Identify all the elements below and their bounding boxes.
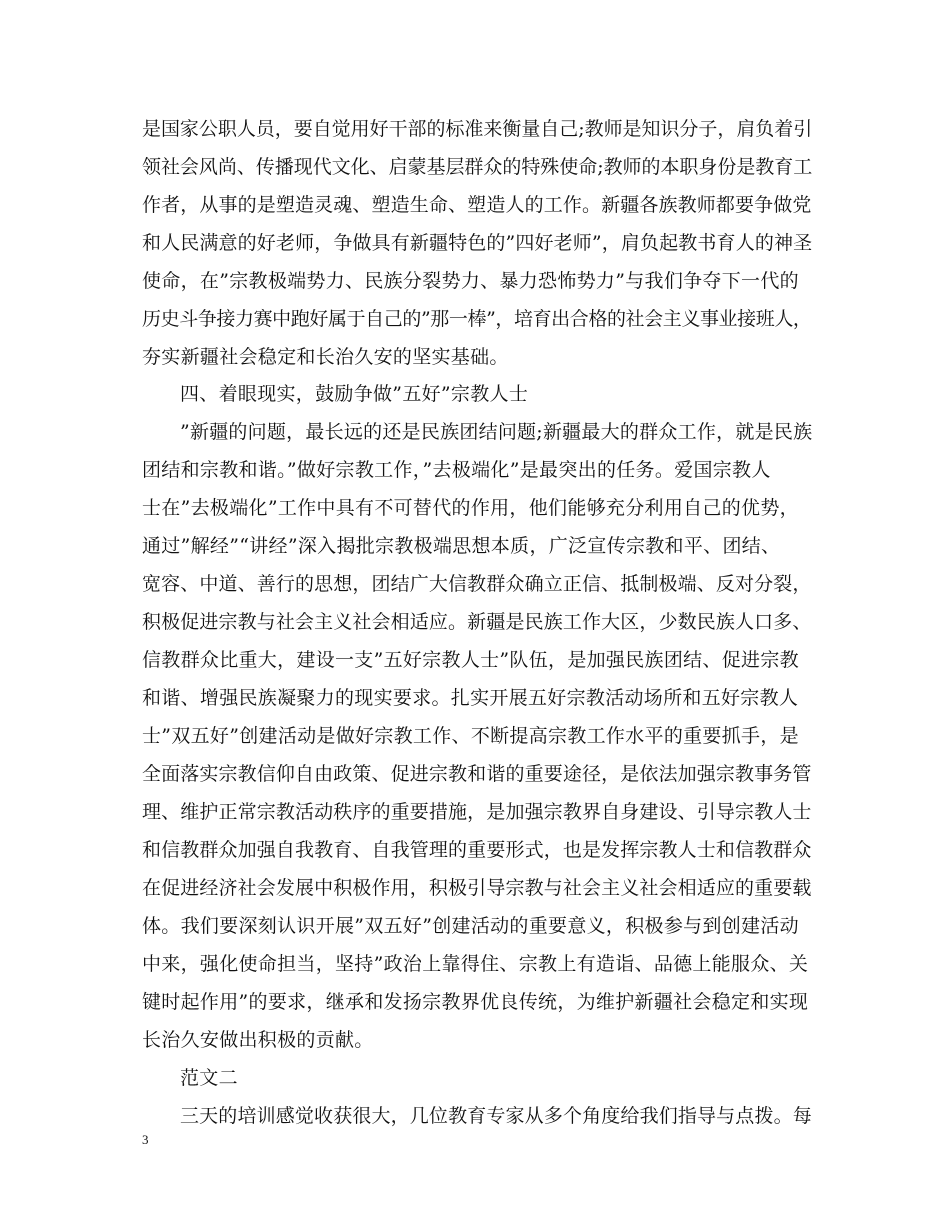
text-line: 长治久安做出积极的贡献。 — [142, 1029, 374, 1051]
text-line: 夯实新疆社会稳定和长治久安的坚实基础。 — [142, 346, 509, 368]
text-line: ”新疆的问题，最长远的还是民族团结问题;新疆最大的群众工作，就是民族 — [180, 421, 813, 443]
text-line: 历史斗争接力赛中跑好属于自己的”那一棒”，培育出合格的社会主义事业接班人， — [142, 308, 812, 330]
text-line: 信教群众比重大，建设一支”五好宗教人士”队伍，是加强民族团结、促进宗教 — [142, 649, 799, 671]
text-line: 通过”解经”“讲经”深入揭批宗教极端思想本质，广泛宣传宗教和平、团结、 — [142, 535, 781, 557]
text-line: 键时起作用”的要求，继承和发扬宗教界优良传统，为维护新疆社会稳定和实现 — [142, 991, 809, 1013]
text-line: 和人民满意的好老师，争做具有新疆特色的”四好老师”，肩负起教书育人的神圣 — [142, 232, 813, 254]
section-heading: 范文二 — [180, 1067, 238, 1089]
text-line: 和信教群众加强自我教育、自我管理的重要形式，也是发挥宗教人士和信教群众 — [142, 839, 812, 861]
text-line: 宽容、中道、善行的思想，团结广大信教群众确立正信、抵制极端、反对分裂， — [142, 573, 812, 595]
text-line: 积极促进宗教与社会主义社会相适应。新疆是民族工作大区，少数民族人口多、 — [142, 611, 812, 633]
text-line: 是国家公职人员，要自觉用好干部的标准来衡量自己;教师是知识分子，肩负着引 — [142, 118, 813, 140]
text-line: 领社会风尚、传播现代文化、启蒙基层群众的特殊使命;教师的本职身份是教育工 — [142, 156, 813, 178]
text-line: 使命，在”宗教极端势力、民族分裂势力、暴力恐怖势力”与我们争夺下一代的 — [142, 270, 799, 292]
text-line: 体。我们要深刻认识开展”双五好”创建活动的重要意义，积极参与到创建活动 — [142, 915, 799, 937]
page-number: 3 — [142, 1132, 149, 1147]
text-line: 中来，强化使命担当，坚持”政治上靠得住、宗教上有造诣、品德上能服众、关 — [142, 953, 809, 975]
text-line: 作者，从事的是塑造灵魂、塑造生命、塑造人的工作。新疆各族教师都要争做党 — [142, 194, 812, 216]
text-line: 团结和宗教和谐。”做好宗教工作，”去极端化”是最突出的任务。爱国宗教人 — [142, 459, 771, 481]
text-line: 三天的培训感觉收获很大，几位教育专家从多个角度给我们指导与点拨。每 — [180, 1105, 812, 1127]
section-heading: 四、着眼现实，鼓励争做”五好”宗教人士 — [180, 383, 529, 405]
text-line: 士”双五好”创建活动是做好宗教工作、不断提高宗教工作水平的重要抓手，是 — [142, 725, 799, 747]
text-line: 全面落实宗教信仰自由政策、促进宗教和谐的重要途径，是依法加强宗教事务管 — [142, 763, 812, 785]
text-line: 在促进经济社会发展中积极作用，积极引导宗教与社会主义社会相适应的重要载 — [142, 877, 812, 899]
text-line: 理、维护正常宗教活动秩序的重要措施，是加强宗教界自身建设、引导宗教人士 — [142, 801, 812, 823]
text-line: 和谐、增强民族凝聚力的现实要求。扎实开展五好宗教活动场所和五好宗教人 — [142, 687, 799, 709]
text-line: 士在”去极端化”工作中具有不可替代的作用，他们能够充分利用自己的优势， — [142, 497, 799, 519]
